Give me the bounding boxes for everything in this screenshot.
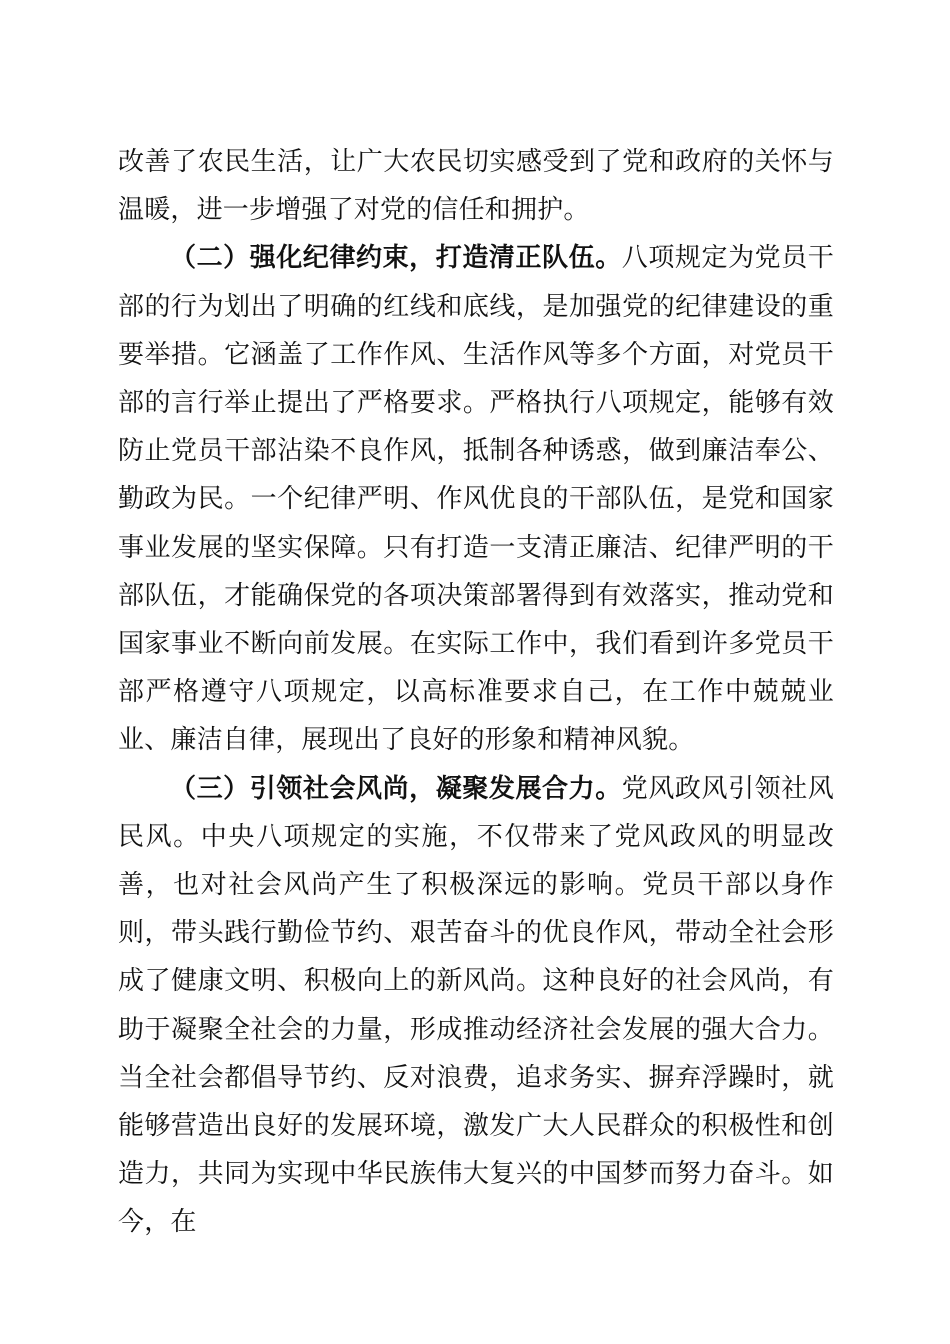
paragraph-continuation bbox=[118, 138, 834, 234]
section-heading: （二）强化纪律约束，打造清正队伍。 bbox=[170, 243, 622, 274]
paragraph-text: 八项规定为党员干部的行为划出了明确的红线和底线，是加强党的纪律建设的重要举措。它涵盖了工作作风、生活作风等多个方面，对党员干部的言行举止提出了严格要求。严格执行八项规定，能够有效防止党员干部沾染不良作风，抵制各种诱惑，做到廉洁奉公、勤政为民。一个纪律严明、作风优良的干部队伍，是党和国家事业发展的坚实保障。只有打造一支清正廉洁、纪律严明的干部队伍，才能确保党的各项决策部署得到有效落实，推动党和国家事业不断向前发展。在实际工作中，我们看到许多党员干部严格遵守八项规定，以高标准要求自己，在工作中兢兢业业、廉洁自律，展现出了良好的形象和精神风貌。 bbox=[118, 243, 834, 756]
section-heading: （三）引领社会风尚，凝聚发展合力。 bbox=[170, 773, 622, 804]
paragraph-section-3 bbox=[118, 765, 834, 1247]
paragraph-text: 党风政风引领社风民风。中央八项规定的实施，不仅带来了党风政风的明显改善，也对社会风尚产生了积极深远的影响。党员干部以身作则，带头践行勤俭节约、艰苦奋斗的优良作风，带动全社会形成了健康文明、积极向上的新风尚。这种良好的社会风尚，有助于凝聚全社会的力量，形成推动经济社会发展的强大合力。当全社会都倡导节约、反对浪费，追求务实、摒弃浮躁时，就能够营造出良好的发展环境，激发广大人民群众的积极性和创造力，共同为实现中华民族伟大复兴的中国梦而努力奋斗。如今，在 bbox=[118, 773, 834, 1238]
document-body bbox=[118, 138, 834, 1247]
paragraph-text: 改善了农民生活，让广大农民切实感受到了党和政府的关怀与温暖，进一步增强了对党的信任和拥护。 bbox=[118, 147, 834, 226]
paragraph-section-2 bbox=[118, 234, 834, 764]
